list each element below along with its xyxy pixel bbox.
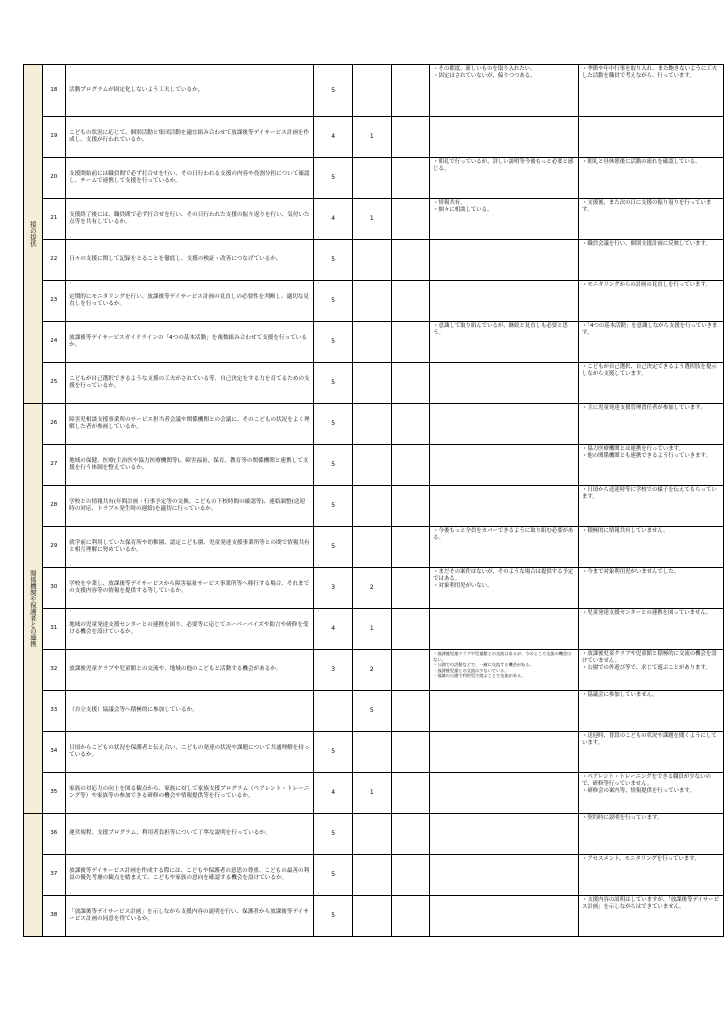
table-row — [24, 896, 724, 937]
unknown-count — [391, 773, 430, 814]
yes-count: 5 — [314, 363, 353, 404]
table-row — [24, 732, 724, 773]
item-text: 障害児相談支援事業所のサービス担当者会議や関係機関との会議に、そのこどもの状況をよく理解した者が参画しているか。 — [66, 404, 314, 445]
no-count: 5 — [352, 691, 391, 732]
yes-count: 3 — [314, 650, 353, 691]
unknown-count — [391, 568, 430, 609]
unknown-count — [391, 527, 430, 568]
unknown-count — [391, 814, 430, 855]
no-count — [352, 404, 391, 445]
yes-count: 4 — [314, 773, 353, 814]
category-cell — [24, 404, 43, 814]
item-text: 放課後等デイサービスガイドラインの「4つの基本活動」を複数組み合わせて支援を行っているか。 — [66, 322, 314, 363]
improvement-action: ・モニタリングからの計画の見直しを行っています。 — [578, 281, 723, 322]
yes-count: 4 — [314, 199, 353, 240]
no-count — [352, 486, 391, 527]
table-body — [24, 65, 724, 937]
no-count — [352, 240, 391, 281]
item-number: 20 — [42, 158, 66, 199]
no-count: 2 — [352, 568, 391, 609]
item-text: 学校との情報共有(年間計画・行事予定等の交換、こどもの下校時間の確認等)、連絡調整(送迎時の対応、トラブル発生時の連絡)を適切に行っているか。 — [66, 486, 314, 527]
unknown-count — [391, 363, 430, 404]
guardian-comment: ・意識して取り組んでいるが、継続と見直しも必要と思う。 — [430, 322, 579, 363]
guardian-comment — [430, 404, 579, 445]
table-row — [24, 609, 724, 650]
yes-count: 5 — [314, 814, 353, 855]
item-number: 19 — [42, 117, 66, 158]
item-number: 22 — [42, 240, 66, 281]
no-count — [352, 65, 391, 117]
yes-count: 5 — [314, 404, 353, 445]
improvement-action: ・協議会に参加していません。 — [578, 691, 723, 732]
yes-count: 4 — [314, 609, 353, 650]
guardian-comment: ・まだその案件はないが、そのような場合は提供する予定ではある。 ・対象利用児がいない。 — [430, 568, 579, 609]
guardian-comment: ・その都度、新しいものを取り入れたい。 ・固定はされていないが、偏りつつある。 — [430, 65, 579, 117]
improvement-action: ・職員会議を行い、個別支援計画に反映しています。 — [578, 240, 723, 281]
item-text: 家族の対応力の向上を図る観点から、家族に対して家族支援プログラム（ペアレント・トレーニング等）や家族等の参加できる研修の機会や情報提供等を行っているか。 — [66, 773, 314, 814]
no-count — [352, 855, 391, 896]
item-text: 定期的にモニタリングを行い、放課後等デイサービス計画の見直しの必要性を判断し、適切な見直しを行っているか。 — [66, 281, 314, 322]
category-cell — [24, 814, 43, 937]
improvement-action: ・「4つの基本活動」を意識しながら支援を行っていきます。 — [578, 322, 723, 363]
item-text: 活動プログラムが固定化しないよう工夫しているか。 — [66, 65, 314, 117]
item-text: 支援開始前には職員間で必ず打合せを行い、その日行われる支援の内容や役割分担について確認し、チームで連携して支援を行っているか。 — [66, 158, 314, 199]
guardian-comment — [430, 445, 579, 486]
no-count — [352, 158, 391, 199]
item-text: 運営規程、支援プログラム、利用者負担等について丁寧な説明を行っているか。 — [66, 814, 314, 855]
table-row — [24, 240, 724, 281]
unknown-count — [391, 896, 430, 937]
table-row — [24, 445, 724, 486]
item-number: 30 — [42, 568, 66, 609]
item-number: 35 — [42, 773, 66, 814]
table-row — [24, 486, 724, 527]
guardian-comment — [430, 691, 579, 732]
table-row — [24, 814, 724, 855]
yes-count — [314, 691, 353, 732]
table-row — [24, 691, 724, 732]
yes-count: 3 — [314, 568, 353, 609]
category-label: 関係機関や保護者との連携 — [28, 570, 37, 647]
unknown-count — [391, 691, 430, 732]
table-row — [24, 855, 724, 896]
no-count — [352, 445, 391, 486]
item-text: 地域の保健、医療(主治医や協力医療機関等)、障害福祉、保育、教育等の関係機関と連携して支援を行う体制を整えているか。 — [66, 445, 314, 486]
improvement-action: ・放課後児童クラブや児童館と積極的に交流の機会を設けていません。 ・公園での外遊び等で、求じて遊ぶことがあります。 — [578, 650, 723, 691]
guardian-comment — [430, 240, 579, 281]
yes-count: 4 — [314, 117, 353, 158]
item-text: 支援終了後には、職員間で必ず打合せを行い、その日行われた支援の振り返りを行い、気付いた点等を共有しているか。 — [66, 199, 314, 240]
improvement-action: ・今まで対象利用児がいませんでした。 — [578, 568, 723, 609]
yes-count: 5 — [314, 158, 353, 199]
no-count — [352, 281, 391, 322]
unknown-count — [391, 855, 430, 896]
table-row — [24, 158, 724, 199]
evaluation-table — [23, 64, 724, 937]
table-row — [24, 568, 724, 609]
unknown-count — [391, 117, 430, 158]
item-number: 34 — [42, 732, 66, 773]
no-count — [352, 896, 391, 937]
no-count — [352, 732, 391, 773]
item-text: （自立支援）協議会等へ積極的に参加しているか。 — [66, 691, 314, 732]
no-count: 1 — [352, 117, 391, 158]
item-number: 28 — [42, 486, 66, 527]
yes-count: 5 — [314, 322, 353, 363]
unknown-count — [391, 65, 430, 117]
item-number: 33 — [42, 691, 66, 732]
yes-count: 5 — [314, 445, 353, 486]
improvement-action: ・朝礼と昼休憩後に活動の流れを確認している。 — [578, 158, 723, 199]
guardian-comment: ・放課後児童クラブや児童館との交流はあるが、今のところ交流の機会はない。 ・公園での活動などで、一緒に交流する機会がある。 ・放課後児童との交流は少ないている。 ・地域の公園で利用児で遊ぶことで交流がある。 — [430, 650, 579, 691]
improvement-action: ・こどもが自己選択、自己決定できるよう選択肢を提示しながら支援しています。 — [578, 363, 723, 404]
no-count: 1 — [352, 609, 391, 650]
table-row — [24, 363, 724, 404]
no-count: 1 — [352, 773, 391, 814]
improvement-action: ・ペアレント・トレーニングをできる職員が少ないので、研修等行っていません。 ・研修会の案内等、情報提供を行っています。 — [578, 773, 723, 814]
table-row — [24, 404, 724, 445]
no-count — [352, 363, 391, 404]
yes-count: 5 — [314, 896, 353, 937]
improvement-action: ・季節や年中行事を取り入れ、また飽きないように工夫した活動を職員で考えながら、行っています。 — [578, 65, 723, 117]
table-row — [24, 322, 724, 363]
yes-count: 5 — [314, 281, 353, 322]
table-row — [24, 773, 724, 814]
improvement-action: ・児童発達支援センターとの連携を図っていません。 — [578, 609, 723, 650]
item-number: 38 — [42, 896, 66, 937]
improvement-action: ・送迎時、普段のこどもの状況や課題を聞くようにしています。 — [578, 732, 723, 773]
yes-count: 5 — [314, 527, 353, 568]
improvement-action: ・支援後、また次の日に支援の振り返りを行っています。 — [578, 199, 723, 240]
item-text: 就学前に利用していた保育所や幼稚園、認定こども園、児童発達支援事業所等との間で情報共有と相互理解に努めているか。 — [66, 527, 314, 568]
unknown-count — [391, 240, 430, 281]
guardian-comment — [430, 281, 579, 322]
no-count: 1 — [352, 199, 391, 240]
improvement-action: ・主に児童発達支援管理責任者が参加しています。 — [578, 404, 723, 445]
table-row — [24, 199, 724, 240]
guardian-comment — [430, 814, 579, 855]
table-row — [24, 281, 724, 322]
unknown-count — [391, 158, 430, 199]
item-number: 32 — [42, 650, 66, 691]
table-row — [24, 650, 724, 691]
guardian-comment — [430, 117, 579, 158]
table-row — [24, 65, 724, 117]
guardian-comment: ・朝礼で行っているが、詳しい説明等今後もっと必要と感じる。 — [430, 158, 579, 199]
unknown-count — [391, 486, 430, 527]
item-number: 25 — [42, 363, 66, 404]
unknown-count — [391, 732, 430, 773]
improvement-action: ・積極的に情報共有していません。 — [578, 527, 723, 568]
yes-count: 5 — [314, 486, 353, 527]
item-text: 日頃からこどもの状況を保護者と伝え合い、こどもの発達の状況や課題について共通理解を持っているか。 — [66, 732, 314, 773]
item-number: 21 — [42, 199, 66, 240]
item-number: 29 — [42, 527, 66, 568]
unknown-count — [391, 404, 430, 445]
unknown-count — [391, 199, 430, 240]
unknown-count — [391, 609, 430, 650]
item-number: 26 — [42, 404, 66, 445]
unknown-count — [391, 281, 430, 322]
table-row — [24, 527, 724, 568]
guardian-comment — [430, 486, 579, 527]
no-count: 2 — [352, 650, 391, 691]
unknown-count — [391, 445, 430, 486]
guardian-comment — [430, 896, 579, 937]
guardian-comment: ・情報共有。 ・個々に相談している。 — [430, 199, 579, 240]
unknown-count — [391, 650, 430, 691]
guardian-comment — [430, 855, 579, 896]
improvement-action: ・日頃から送迎時等に学校での様子を伝えてもらっています。 — [578, 486, 723, 527]
guardian-comment — [430, 732, 579, 773]
guardian-comment: ・今後もっと全員をカバーできるように取り組む必要がある。 — [430, 527, 579, 568]
item-text: 日々の支援に関して記録をとることを徹底し、支援の検証・改善につなげているか。 — [66, 240, 314, 281]
item-number: 23 — [42, 281, 66, 322]
yes-count: 5 — [314, 855, 353, 896]
item-number: 37 — [42, 855, 66, 896]
improvement-action: ・支援内容の説明はしていますが、「放課後等デイサービス計画」を示しながらはできていません。 — [578, 896, 723, 937]
item-number: 24 — [42, 322, 66, 363]
item-text: こどもの状況に応じて、個別活動と集団活動を適宜組み合わせて放課後等デイサービス計画を作成し、支援が行われているか。 — [66, 117, 314, 158]
improvement-action: ・協力医療機関とは連携を行っています。 ・他の関係機関とも連携できるよう行っていきます。 — [578, 445, 723, 486]
guardian-comment — [430, 609, 579, 650]
no-count — [352, 322, 391, 363]
guardian-comment — [430, 773, 579, 814]
item-number: 36 — [42, 814, 66, 855]
item-number: 27 — [42, 445, 66, 486]
improvement-action: ・アセスメント、モニタリングを行っています。 — [578, 855, 723, 896]
unknown-count — [391, 322, 430, 363]
no-count — [352, 814, 391, 855]
yes-count: 5 — [314, 732, 353, 773]
item-text: 地域の児童発達支援センターとの連携を図り、必要等に応じてスーパーバイズや助言や研修を受ける機会を設けているか。 — [66, 609, 314, 650]
item-text: 学校を卒業し、放課後等デイサービスから障害福祉サービス事業所等へ移行する場合、それまでの支援内容等の情報を提供する等しているか。 — [66, 568, 314, 609]
item-text: 放課後等デイサービス計画を作成する際には、こどもや保護者の意思の尊重、こどもの最善の利益の優先考慮の観点を踏まえて、こどもや家族の意向を確認する機会を設けているか。 — [66, 855, 314, 896]
table-row — [24, 117, 724, 158]
improvement-action — [578, 117, 723, 158]
item-text: 放課後児童クラブや児童館との交流や、地域の他のこどもと活動する機会があるか。 — [66, 650, 314, 691]
item-number: 18 — [42, 65, 66, 117]
no-count — [352, 527, 391, 568]
item-text: 「放課後等デイサービス計画」を示しながら支援内容の説明を行い、保護者から放課後等デイサービス計画の同意を得ているか。 — [66, 896, 314, 937]
category-label: 援の提供 — [28, 221, 37, 247]
category-cell — [24, 65, 43, 404]
yes-count: 5 — [314, 65, 353, 117]
item-text: こどもが自己選択できるような支援の工夫がされている等、自己決定をする力を育てるための支援を行っているか。 — [66, 363, 314, 404]
yes-count: 5 — [314, 240, 353, 281]
guardian-comment — [430, 363, 579, 404]
improvement-action: ・契約時に説明を行っています。 — [578, 814, 723, 855]
item-number: 31 — [42, 609, 66, 650]
